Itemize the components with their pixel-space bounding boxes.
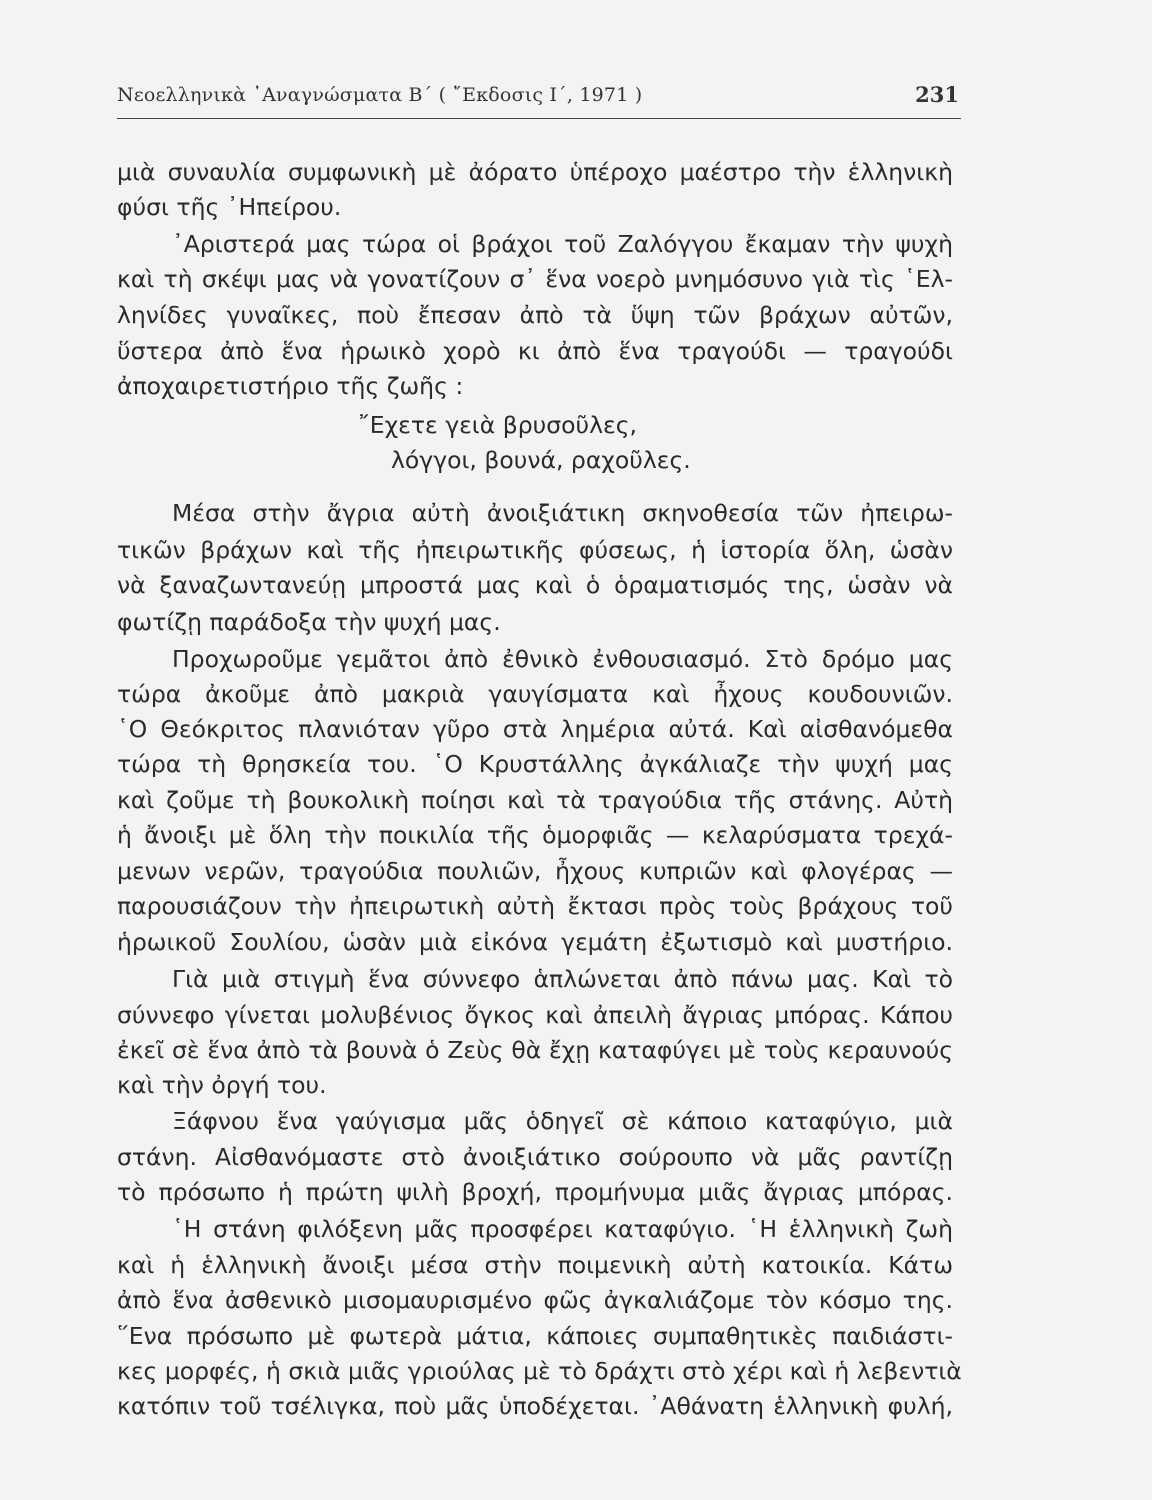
text-line: καὶ τὴν ὀργή του. <box>117 1071 327 1099</box>
text-line: τώρα τὴ θρησκεία του. ῾Ο Κρυστάλλης ἀγκάλιαζε τὴν ψυχή μας <box>117 750 953 778</box>
text-line: νὰ ξαναζωντανεύῃ μπροστά μας καὶ ὁ ὁραματισμός της, ὡσὰν νὰ <box>117 571 953 599</box>
running-title: Νεοελληνικὰ ᾿Αναγνώσματα Β΄ ( ῎Εκδοσις Ι΄, 1971 ) <box>117 84 643 106</box>
text-line: τικῶν βράχων καὶ τῆς ἠπειρωτικῆς φύσεως, ἡ ἱστορία ὅλη, ὡσὰν <box>117 536 953 564</box>
text-line: τὸ πρόσωπο ἡ πρώτη ψιλὴ βροχή, προμήνυμα μιᾶς ἄγριας μπόρας. <box>117 1178 953 1206</box>
text-line: καὶ ἡ ἑλληνικὴ ἄνοιξι μέσα στὴν ποιμενικὴ αὐτὴ κατοικία. Κάτω <box>117 1251 953 1279</box>
text-line: ἡ ἄνοιξι μὲ ὅλη τὴν ποικιλία τῆς ὁμορφιᾶς — κελαρύσματα τρεχά- <box>117 821 953 849</box>
text-line: σύννεφο γίνεται μολυβένιος ὄγκος καὶ ἀπειλὴ ἄγριας μπόρας. Κάπου <box>117 1001 953 1029</box>
text-line: καὶ ζοῦμε τὴ βουκολικὴ ποίησι καὶ τὰ τραγούδια τῆς στάνης. Αὐτὴ <box>117 786 953 814</box>
text-line: ἡρωικοῦ Σουλίου, ὡσὰν μιὰ εἰκόνα γεμάτη ἐξωτισμὸ καὶ μυστήριο. <box>117 928 953 956</box>
text-line: ὕστερα ἀπὸ ἕνα ἡρωικὸ χορὸ κι ἀπὸ ἕνα τραγούδι — τραγούδι <box>117 337 953 365</box>
text-line: ληνίδες γυναῖκες, ποὺ ἔπεσαν ἀπὸ τὰ ὕψη τῶν βράχων αὐτῶν, <box>117 301 953 329</box>
page-number: 231 <box>915 82 959 107</box>
page-header <box>117 78 961 119</box>
text-line: ἀποχαιρετιστήριο τῆς ζωῆς : <box>117 372 464 400</box>
verse-line: λόγγοι, βουνά, ραχοῦλες. <box>391 446 691 474</box>
text-line: τώρα ἀκοῦμε ἀπὸ μακριὰ γαυγίσματα καὶ ἦχους κουδουνιῶν. <box>117 680 953 708</box>
text-line: φύσι τῆς ᾿Ηπείρου. <box>117 193 342 221</box>
text-line: ῞Ενα πρόσωπο μὲ φωτερὰ μάτια, κάποιες συμπαθητικὲς παιδιάστι- <box>117 1322 953 1350</box>
text-line: Γιὰ μιὰ στιγμὴ ἕνα σύννεφο ἁπλώνεται ἀπὸ πάνω μας. Καὶ τὸ <box>172 965 953 993</box>
text-line: ῾Ο Θεόκριτος πλανιόταν γῦρο στὰ λημέρια αὐτά. Καὶ αἰσθανόμεθα <box>117 715 953 743</box>
text-line: Μέσα στὴν ἄγρια αὐτὴ ἀνοιξιάτικη σκηνοθεσία τῶν ἠπειρω- <box>172 499 953 527</box>
text-line: Ξάφνου ἕνα γαύγισμα μᾶς ὁδηγεῖ σὲ κάποιο καταφύγιο, μιὰ <box>172 1107 953 1135</box>
text-line: ἐκεῖ σὲ ἕνα ἀπὸ τὰ βουνὰ ὁ Ζεὺς θὰ ἔχῃ καταφύγει μὲ τοὺς κεραυνούς <box>117 1036 953 1064</box>
text-line: παρουσιάζουν τὴν ἠπειρωτικὴ αὐτὴ ἔκτασι πρὸς τοὺς βράχους τοῦ <box>117 892 953 920</box>
text-line: μενων νερῶν, τραγούδια πουλιῶν, ἦχους κυπριῶν καὶ φλογέρας — <box>117 857 953 885</box>
text-line: μιὰ συναυλία συμφωνικὴ μὲ ἀόρατο ὑπέροχο μαέστρο τὴν ἑλληνικὴ <box>117 158 953 186</box>
verse-line: ῎Εχετε γειὰ βρυσοῦλες, <box>358 411 637 439</box>
text-line: ἀπὸ ἕνα ἀσθενικὸ μισομαυρισμένο φῶς ἀγκαλιάζομε τὸν κόσμο της. <box>117 1286 953 1314</box>
text-line: κες μορφές, ἡ σκιὰ μιᾶς γριούλας μὲ τὸ δράχτι στὸ χέρι καὶ ἡ λεβεντιὰ <box>117 1357 962 1385</box>
text-line: κατόπιν τοῦ τσέλιγκα, ποὺ μᾶς ὑποδέχεται. ᾿Αθάνατη ἑλληνικὴ φυλή, <box>117 1392 953 1420</box>
text-line: ῾Η στάνη φιλόξενη μᾶς προσφέρει καταφύγιο. ῾Η ἑλληνικὴ ζωὴ <box>172 1215 953 1243</box>
text-line: στάνη. Αἰσθανόμαστε στὸ ἀνοιξιάτικο σούρουπο νὰ μᾶς ραντίζῃ <box>117 1143 953 1171</box>
text-line: ᾿Αριστερά μας τώρα οἱ βράχοι τοῦ Ζαλόγγου ἔκαμαν τὴν ψυχὴ <box>172 230 953 258</box>
text-line: καὶ τὴ σκέψι μας νὰ γονατίζουν σ᾿ ἕνα νοερὸ μνημόσυνο γιὰ τὶς ῾Ελ- <box>117 265 953 293</box>
text-line: Προχωροῦμε γεμᾶτοι ἀπὸ ἐθνικὸ ἐνθουσιασμό. Στὸ δρόμο μας <box>172 645 953 673</box>
text-line: φωτίζῃ παράδοξα τὴν ψυχή μας. <box>117 608 501 636</box>
